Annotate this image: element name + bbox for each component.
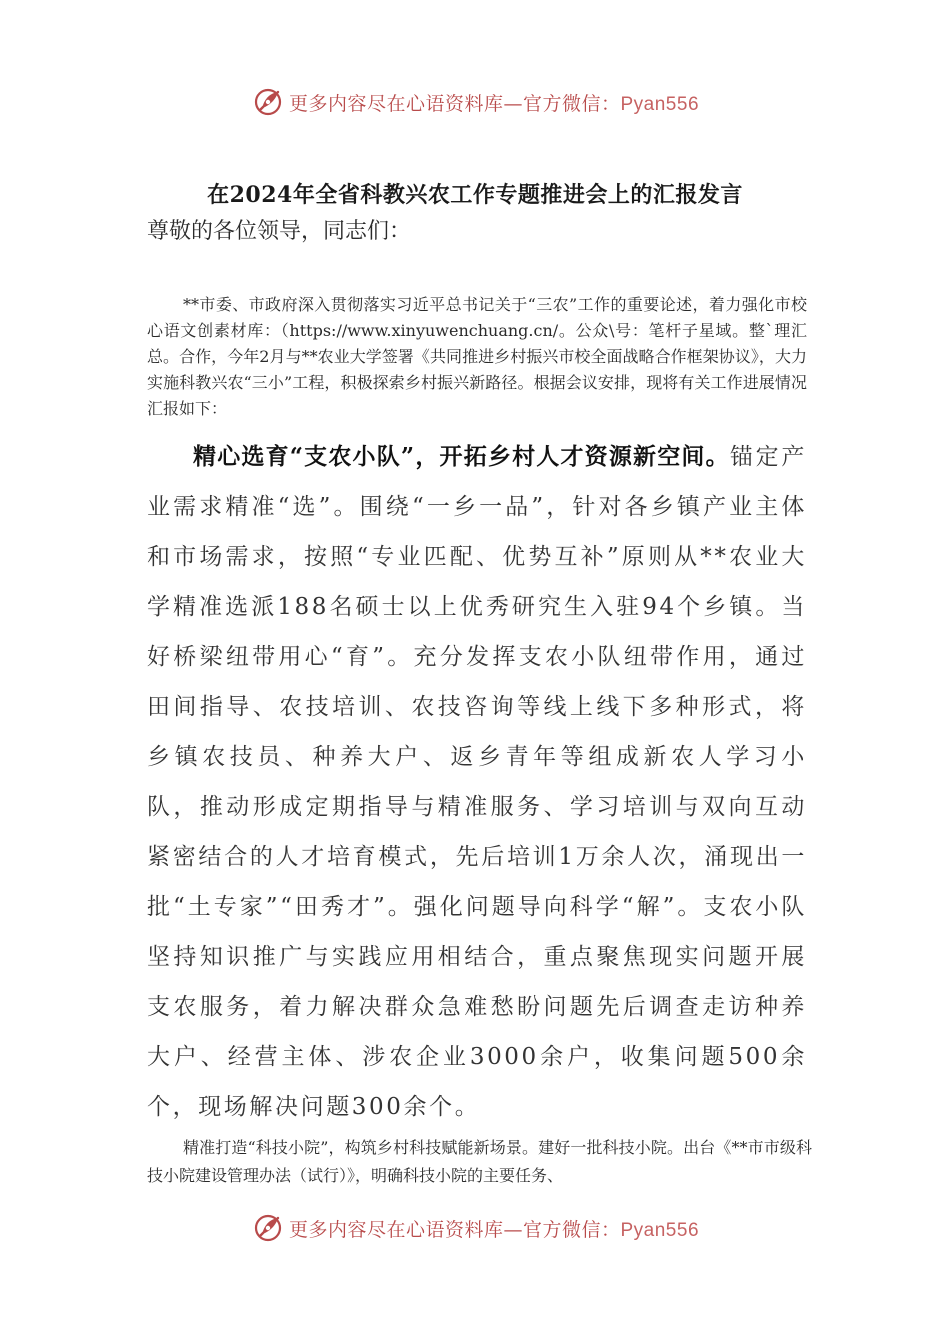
section2-paragraph: 精准打造“科技小院”，构筑乡村科技赋能新场景。建好一批科技小院。出台《**市市级科技小院建设管理办法（试行）》，明确科技小院的主要任务、 xyxy=(147,1138,812,1185)
section1-heading: 精心选育“支农小队”，开拓乡村人才资源新空间。 xyxy=(193,443,730,470)
section1-body: 锚定产业需求精准“选”。围绕“一乡一品”，针对各乡镇产业主体和市场需求，按照“专业匹配、优势互补”原则从**农业大学精准选派188名硕士以上优秀研究生入驻94个乡镇。当好桥梁纽带用心“育”。充分发挥支农小队纽带作用，通过田间指导、农技培训、农技咨询等线上线下多种形式，将乡镇农技员、种养大户、返乡青年等组成新农人学习小队，推动形成定期指导与精准服务、学习培训与双向互动紧密结合的人才培育模式，先后培训1万余人次，涌现出一批“土专家”“田秀才”。强化问题导向科学“解”。支农小队坚持知识推广与实践应用相结合，重点聚焦现实问题开展支农服务，着力解决群众急难愁盼问题先后调查走访种养大户、经营主体、涉农企业3000余户，收集问题500余个，现场解决问题300余个。 xyxy=(147,444,807,1120)
wechat-id: Pyan556 xyxy=(620,93,700,115)
footer-banner[interactable] xyxy=(0,1208,950,1248)
section1-paragraph xyxy=(147,432,807,1132)
intro-paragraph: **市委、市政府深入贯彻落实习近平总书记关于“三农”工作的重要论述，着力强化市校心语文创素材库：（https://www.xinyuwenchuang.cn/。公众\号：笔杆子星域。整`理汇总。合作，今年2月与**农业大学签署《共同推进乡村振兴市校全面战略合作框架协议》，大力实施科教兴农“三小”工程，积极探索乡村振兴新路径。根据会议安排，现将有关工作进展情况汇报如下： xyxy=(147,295,807,418)
header-banner[interactable] xyxy=(0,82,950,122)
document-title: 在2024年全省科教兴农工作专题推进会上的汇报发言 xyxy=(207,182,743,208)
quill-seal-icon xyxy=(251,85,285,119)
banner-text: 更多内容尽在心语资料库—官方微信：Pyan556 xyxy=(288,1218,700,1241)
salutation: 尊敬的各位领导，同志们： xyxy=(147,219,412,244)
wechat-id: Pyan556 xyxy=(620,1219,700,1241)
quill-seal-icon xyxy=(251,1211,285,1245)
banner-text: 更多内容尽在心语资料库—官方微信：Pyan556 xyxy=(288,92,700,115)
